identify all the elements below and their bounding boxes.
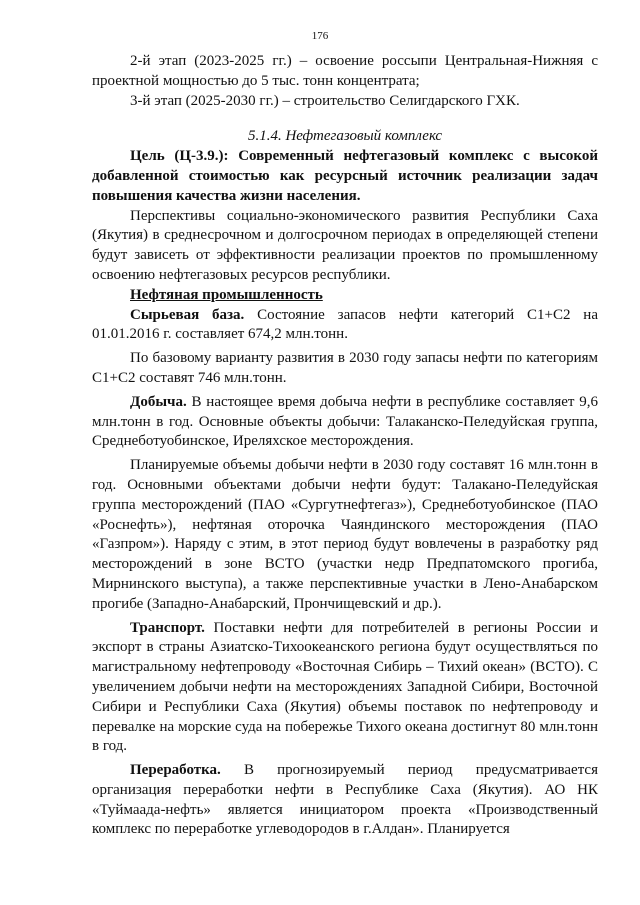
production-label: Добыча. (130, 393, 187, 410)
refining-label: Переработка. (130, 762, 221, 779)
goal-statement: Цель (Ц-3.9.): Современный нефтегазовый комплекс с высокой добавленной стоимостью как ресурсный источник реализации задач повышения качества жизни населения. (92, 148, 598, 204)
paragraph-refining (92, 761, 598, 840)
page-number: 176 (311, 30, 329, 42)
section-title: 5.1.4. Нефтегазовый комплекс (247, 128, 443, 145)
paragraph-resource-base (92, 306, 598, 346)
paragraph-planned-production: Планируемые объемы добычи нефти в 2030 году составят 16 млн.тонн в год. Основными объектами добычи нефти будут: Талакано-Пеледуйская группа месторождений (ПАО «Сургутнефтегаз»), Среднеботуобинское (ПАО «Роснефть»), нефтяная оторочка Чаяндинского месторождения (ПАО «Газпром»). Наряду с этим, в этот период будут вовлечены в разработку ряд месторождений в зоне ВСТО (участки недр Предпатомского прогиба, Мирнинского выступа), а также перспективные участки в Лено-Анабарском прогибе (Западно-Анабарский, Прончищевский и др.). (92, 457, 598, 612)
page-content (92, 52, 598, 840)
resource-base-text: Состояние запасов нефти категорий С1+С2 на 01.01.2016 г. составляет 674,2 млн.тонн. (92, 306, 598, 343)
resource-base-label: Сырьевая база. (130, 306, 245, 323)
paragraph-production (92, 393, 598, 452)
transport-label: Транспорт. (130, 619, 205, 636)
transport-text: Поставки нефти для потребителей в регионы России и экспорт в страны Азиатско-Тихоокеанского региона будут осуществляться по магистральному нефтепроводу «Восточная Сибирь – Тихий океан» (ВСТО). С увеличением добычи нефти на месторождениях Западной Сибири, Восточной Сибири и Республики Саха (Якутия) объемы поставок по нефтепроводу и перевалке на морские суда на побережье Тихого океана достигнут 80 млн.тонн в год. (92, 619, 598, 755)
paragraph-stage-3: 3-й этап (2025-2030 гг.) – строительство Селигдарского ГХК. (130, 92, 520, 109)
oil-industry-heading-text: Нефтяная промышленность (130, 286, 323, 303)
paragraph-transport (92, 619, 598, 758)
paragraph-intro: Перспективы социально-экономического развития Республики Саха (Якутия) в среднесрочном и долгосрочном периодах в определяющей степени будут зависеть от эффективности реализации проектов по промышленному освоению нефтегазовых ресурсов республики. (92, 207, 598, 283)
oil-industry-heading (92, 286, 598, 306)
paragraph-stage-2: 2-й этап (2023-2025 гг.) – освоение россыпи Центральная-Нижняя с проектной мощностью до 5 тыс. тонн концентрата; (92, 53, 598, 89)
production-text: В настоящее время добыча нефти в республике составляет 9,6 млн.тонн в год. Основные объекты добычи: Талаканско-Пеледуйская группа, Среднеботуобинское, Иреляхское месторождения. (92, 393, 598, 450)
paragraph-base-scenario: По базовому варианту развития в 2030 году запасы нефти по категориям С1+С2 составят 746 млн.тонн. (92, 350, 598, 386)
refining-text: В прогнозируемый период предусматривается организация переработки нефти в Республике Саха (Якутия). АО НК «Туймаада-нефть» является инициатором проекта «Производственный комплекс по переработке углеводородов в г.Алдан». Планируется (92, 762, 598, 838)
